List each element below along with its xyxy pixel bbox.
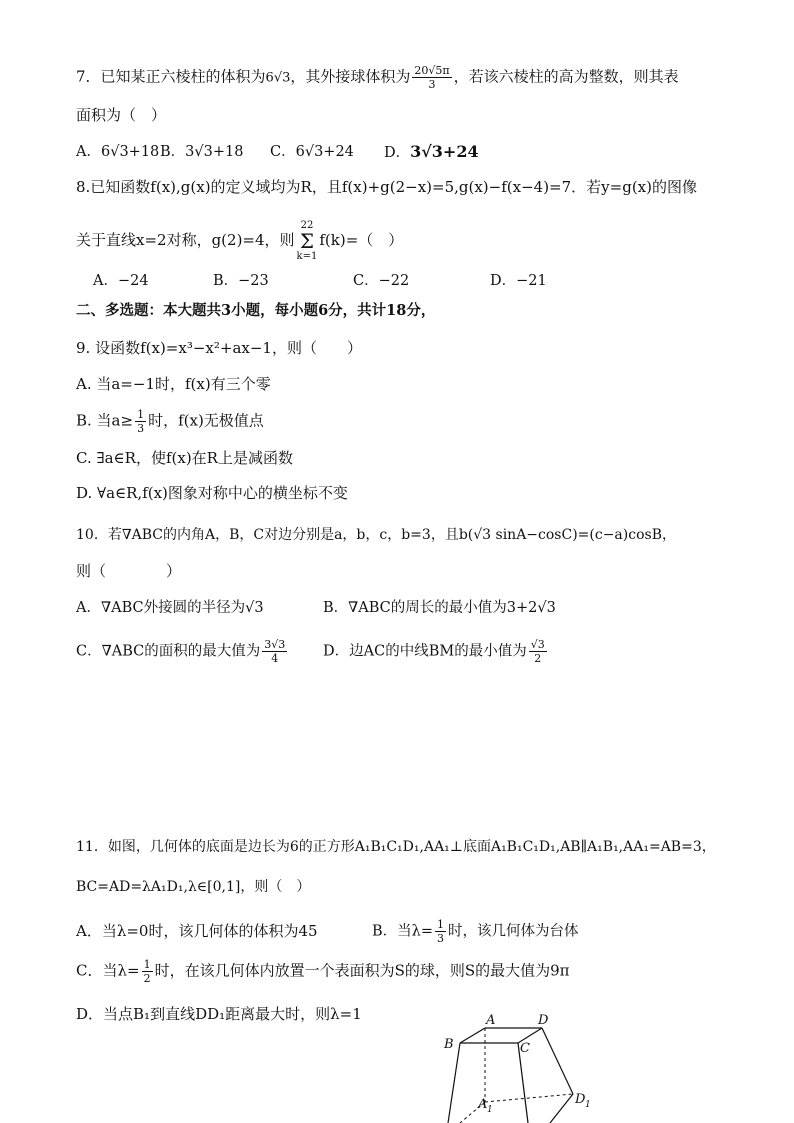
q7-option-d-text: 3√3+24 xyxy=(410,142,479,161)
q8-option-d-label: D． xyxy=(490,273,517,289)
q7-option-c-text: 6√3+24 xyxy=(295,144,354,160)
q7-option-a xyxy=(76,141,159,163)
q8-option-c-text: −22 xyxy=(378,273,410,289)
edge-dd1 xyxy=(542,1028,573,1094)
q10-option-a: A．∇ABC外接圆的半径为√3 xyxy=(76,600,264,616)
q7-volume: 6√3 xyxy=(265,70,291,86)
q8-option-b xyxy=(213,270,269,292)
q11-option-b-num: 1 xyxy=(437,918,444,931)
q8-option-d xyxy=(490,270,547,292)
q10-option-d xyxy=(323,638,549,665)
q10-option-d-num: √3 xyxy=(530,638,545,651)
q10-option-d-den: 2 xyxy=(534,652,542,665)
q9-option-b xyxy=(76,408,264,435)
q7-option-a-label: A． xyxy=(76,144,101,160)
q9-option-b-fraction xyxy=(135,408,146,435)
geometry-diagram xyxy=(430,1010,610,1123)
label-c: C xyxy=(520,1041,530,1056)
q9-stem: 9. 设函数f(x)=x³−x²+ax−1，则（ ） xyxy=(76,339,362,357)
q7-sphere-fraction xyxy=(412,64,451,91)
label-a1: A xyxy=(478,1097,488,1112)
q10-option-c-den: 4 xyxy=(271,652,279,665)
q9-option-b-text-b: 时，f(x)无极值点 xyxy=(148,411,264,430)
q8-text-b: f(k)=（ ） xyxy=(319,231,404,249)
q7-text-c: ，若该六棱柱的高为整数，则其表 xyxy=(453,67,679,86)
q9-option-b-num: 1 xyxy=(137,408,145,421)
q10-option-d-text: D．边AC的中线BM的最小值为 xyxy=(323,643,527,660)
label-d1: D xyxy=(575,1092,586,1107)
q8-option-c xyxy=(353,270,409,292)
q8-option-b-text: −23 xyxy=(238,273,269,289)
q11-stem: 11．如图，几何体的底面是边长为6的正方形A₁B₁C₁D₁,AA₁⊥底面A₁B₁C₁D₁,AB∥A₁B₁,AA₁=AB=3， xyxy=(76,839,716,855)
q11-option-b-text-b: 时，该几何体为台体 xyxy=(448,923,579,940)
q11-option-b-text-a: B．当λ= xyxy=(372,923,433,940)
q9-option-a: A. 当a=−1时，f(x)有三个零 xyxy=(76,375,271,393)
label-d: D xyxy=(538,1013,549,1028)
q11-option-b-fraction xyxy=(435,918,446,945)
q10-option-c-num: 3√3 xyxy=(264,638,286,651)
q11-option-c xyxy=(76,958,570,985)
label-a1-sub: 1 xyxy=(487,1105,493,1115)
q7-text-b: ，其外接球体积为 xyxy=(290,67,411,86)
q11-option-b-den: 3 xyxy=(437,932,444,945)
section-heading: 二、多选题：本大题共3小题，每小题6分，共计18分， xyxy=(76,302,436,319)
label-b: B xyxy=(444,1037,454,1052)
q11-option-c-den: 2 xyxy=(143,972,151,985)
q8-option-b-label: B． xyxy=(213,273,239,289)
q8-option-a xyxy=(93,270,149,292)
q10-stem: 10．若∇ABC的内角A，B，C对边分别是a，b，c，b=3，且b(√3 sinA−cosC)=(c−a)cosB， xyxy=(76,527,676,543)
q11-option-c-text-a: C．当λ= xyxy=(76,961,140,980)
edge-ab xyxy=(460,1028,485,1043)
q8-option-a-label: A． xyxy=(93,273,118,289)
q11-option-b xyxy=(372,918,579,945)
q9-option-d: D. ∀a∈R,f(x)图象对称中心的横坐标不变 xyxy=(76,484,348,502)
q7-option-b-label: B． xyxy=(160,144,186,160)
q8-text-a: 关于直线x=2对称，g(2)=4，则 xyxy=(76,231,295,249)
q7-option-b xyxy=(160,141,243,163)
q8-option-c-label: C． xyxy=(353,273,379,289)
q10-option-b: B．∇ABC的周长的最小值为3+2√3 xyxy=(323,600,556,616)
q7-sphere-den: 3 xyxy=(428,78,436,91)
label-a: A xyxy=(486,1013,496,1028)
q10-option-c xyxy=(76,638,289,665)
q7-option-d xyxy=(384,141,479,164)
q8-sum-bottom: k=1 xyxy=(296,251,318,262)
q8-sum-sigma: Σ xyxy=(299,229,315,253)
q7-option-b-text: 3√3+18 xyxy=(185,144,244,160)
q8-summation xyxy=(297,220,318,262)
edge-d1c1 xyxy=(550,1094,573,1123)
q8-sum-top: 22 xyxy=(300,220,314,231)
q7-option-c-label: C． xyxy=(270,144,296,160)
q11-option-a: A．当λ=0时，该几何体的体积为45 xyxy=(76,922,318,940)
q11-option-c-text-b: 时，在该几何体内放置一个表面积为S的球，则S的最大值为9π xyxy=(154,961,570,980)
q11-option-c-fraction xyxy=(142,958,153,985)
q7-option-d-label: D． xyxy=(384,145,411,161)
edge-bb1 xyxy=(448,1043,460,1123)
q7-option-a-text: 6√3+18 xyxy=(100,144,160,160)
q9-option-c: C. ∃a∈R，使f(x)在R上是减函数 xyxy=(76,449,293,467)
q7-sphere-num: 20√5π xyxy=(414,64,450,77)
q10-option-d-fraction xyxy=(529,638,547,665)
geometry-figure xyxy=(430,1010,610,1123)
q11-stem2: BC=AD=λA₁D₁,λ∈[0,1]，则（ ） xyxy=(76,879,311,895)
q10-option-c-fraction xyxy=(262,638,287,665)
q8-option-a-text: −24 xyxy=(117,273,149,289)
q7-line2: 面积为（ ） xyxy=(76,106,167,124)
q10-option-c-text: C．∇ABC的面积的最大值为 xyxy=(76,643,261,660)
q7-text-a: 7．已知某正六棱柱的体积为 xyxy=(76,67,266,86)
q9-option-b-den: 3 xyxy=(137,422,145,435)
q11-option-c-num: 1 xyxy=(143,958,151,971)
q10-stem2: 则（ ） xyxy=(76,562,182,580)
q7-line1 xyxy=(76,64,679,91)
q11-option-d: D．当点B₁到直线DD₁距离最大时，则λ=1 xyxy=(76,1005,362,1023)
q8-option-d-text: −21 xyxy=(516,273,547,289)
q9-option-b-text-a: B. 当a≥ xyxy=(76,411,134,430)
q7-option-c xyxy=(270,141,354,163)
edge-a1d1 xyxy=(485,1094,573,1102)
q8-line2 xyxy=(76,220,403,262)
label-d1-sub: 1 xyxy=(585,1100,591,1110)
q8-line1: 8.已知函数f(x),g(x)的定义域均为R，且f(x)+g(2−x)=5,g(x)−f(x−4)=7．若y=g(x)的图像 xyxy=(76,178,697,196)
